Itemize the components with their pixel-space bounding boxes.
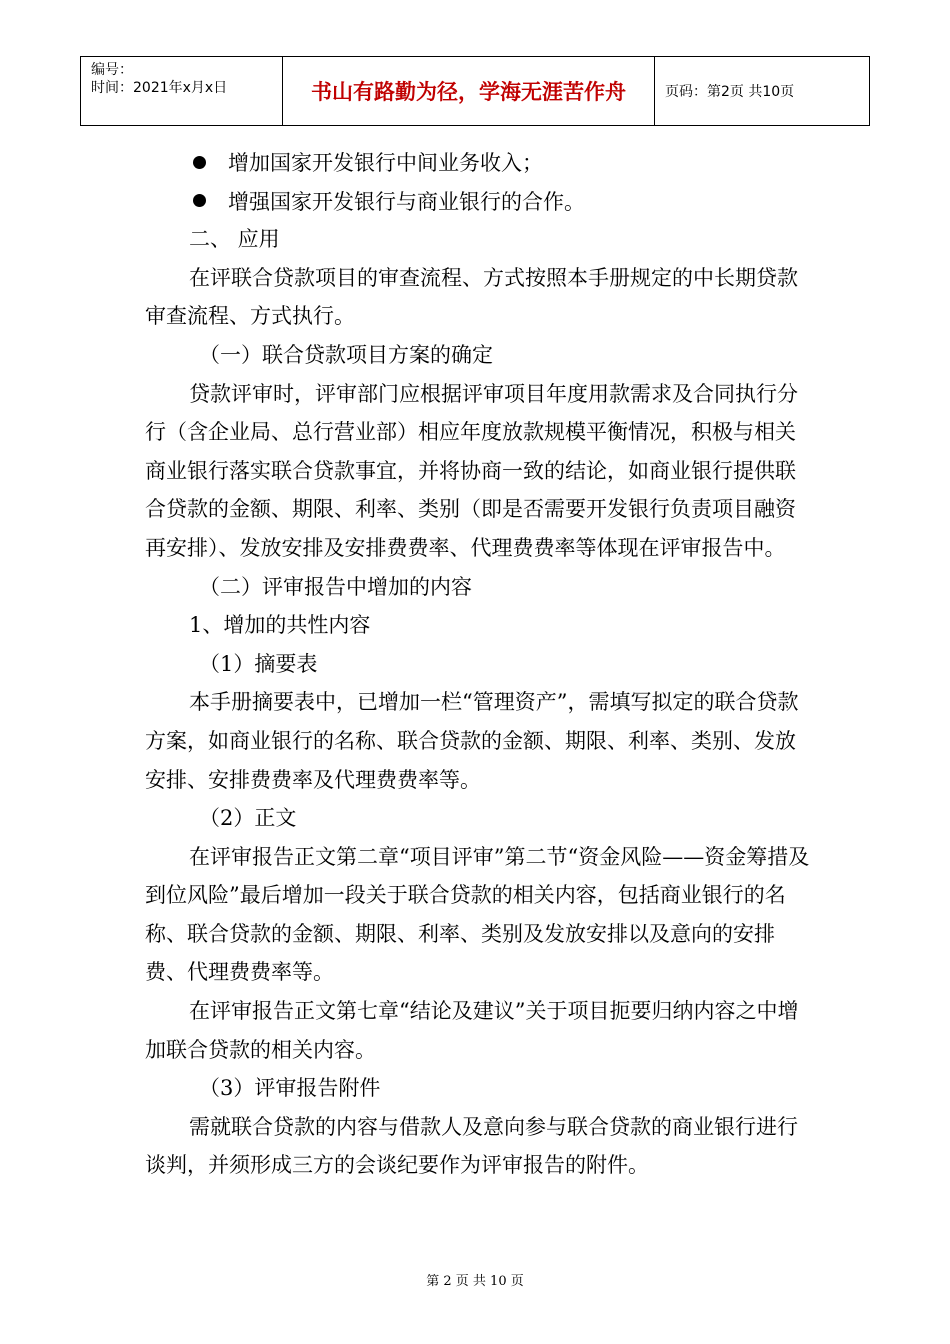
paragraph-item-1-2a: 在评审报告正文第二章“项目评审”第二节“资金风险——资金筹措及到位风险”最后增加一段关于联合贷款的相关内容，包括商业银行的名称、联合贷款的金额、期限、利率、类别及发放安排以及意向的安排费、代理费费率等。 — [145, 844, 810, 985]
paragraph-subsection-1: 贷款评审时，评审部门应根据评审项目年度用款需求及合同执行分行（含企业局、总行营业部）相应年度放款规模平衡情况，积极与相关商业银行落实联合贷款事宜，并将协商一致的结论，如商业银行提供联合贷款的金额、期限、利率、类别（即是否需要开发银行负责项目融资再安排）、发放安排及安排费费率、代理费费率等体现在评审报告中。 — [145, 381, 798, 560]
header-page-info: 页码：第2页 共10页 — [665, 84, 795, 100]
paragraph-apply: 在评联合贷款项目的审查流程、方式按照本手册规定的中长期贷款审查流程、方式执行。 — [145, 265, 798, 329]
subsection-heading-1: （一）联合贷款项目方案的确定 — [199, 342, 493, 367]
page-header — [80, 56, 870, 126]
bullet-dot-icon — [193, 156, 206, 169]
item-heading-1-1: （1）摘要表 — [199, 651, 318, 676]
subsection-heading-2: （二）评审报告中增加的内容 — [199, 574, 472, 599]
bullet-item — [145, 143, 810, 182]
page-footer: 第 2 页 共 10 页 — [426, 1274, 524, 1289]
section-heading-apply: 二、 应用 — [189, 227, 280, 252]
serial-label: 编号： — [91, 62, 133, 78]
item-heading-1-3: （3）评审报告附件 — [199, 1076, 381, 1101]
bullet-item — [145, 182, 810, 221]
bullet-dot-icon — [193, 194, 206, 207]
time-label: 时间：2021年x月x日 — [91, 80, 228, 96]
document-body — [145, 143, 810, 1185]
paragraph-item-1-2b: 在评审报告正文第七章“结论及建议”关于项目扼要归纳内容之中增加联合贷款的相关内容。 — [145, 999, 799, 1062]
item-heading-1-2: （2）正文 — [199, 806, 297, 831]
header-meta — [81, 57, 283, 125]
paragraph-item-1-1: 本手册摘要表中，已增加一栏“管理资产”，需填写拟定的联合贷款方案，如商业银行的名称、联合贷款的金额、期限、利率、类别、发放安排、安排费费率及代理费费率等。 — [145, 690, 799, 792]
bullet-text: 增强国家开发银行与商业银行的合作。 — [228, 189, 585, 214]
bullet-text: 增加国家开发银行中间业务收入； — [228, 151, 543, 176]
item-heading-1: 1、增加的共性内容 — [189, 613, 371, 638]
header-motto: 书山有路勤为径，学海无涯苦作舟 — [283, 57, 655, 125]
paragraph-item-1-3: 需就联合贷款的内容与借款人及意向参与联合贷款的商业银行进行谈判，并须形成三方的会谈纪要作为评审报告的附件。 — [145, 1114, 798, 1178]
